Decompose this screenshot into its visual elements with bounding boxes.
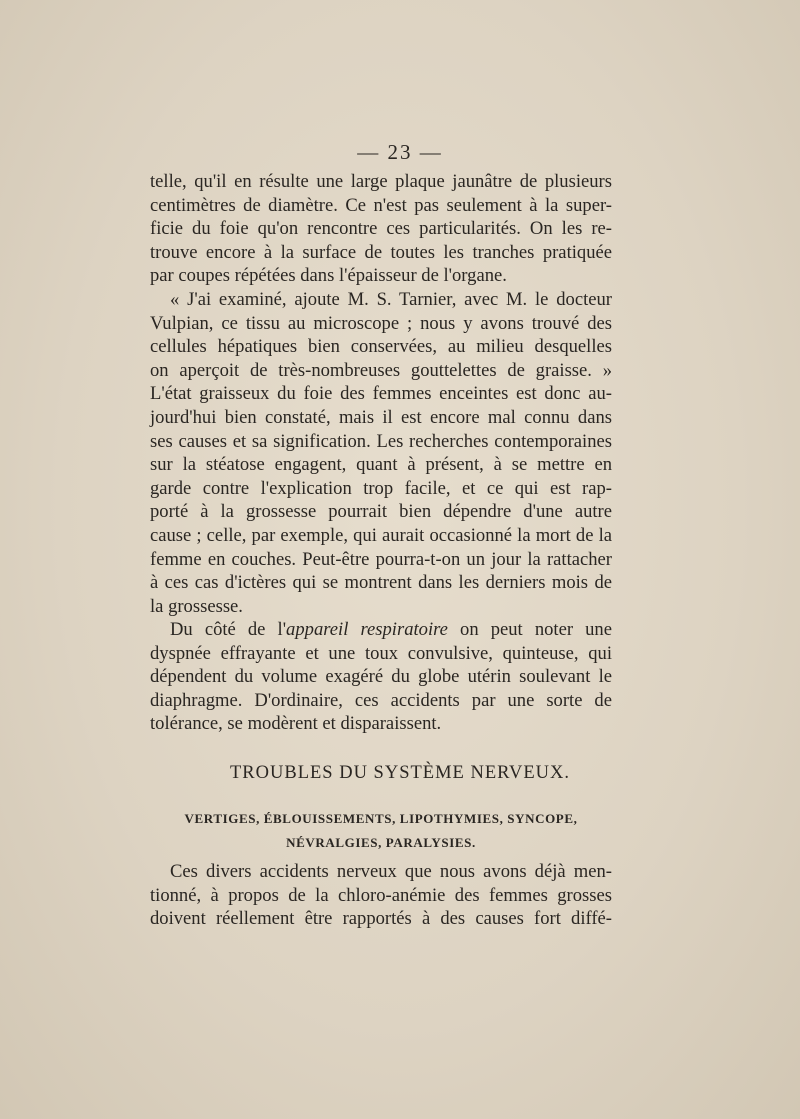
text-line: cellules hépatiques bien conservées, au milieu desquelles	[150, 336, 612, 358]
text-line: on aperçoit de très-nombreuses gouttelettes de graisse. »	[150, 359, 612, 381]
text-line: dépendent du volume exagéré du globe utérin soulevant le	[150, 666, 612, 688]
text-line: diaphragme. D'ordinaire, ces accidents par une sorte de	[150, 689, 612, 711]
section-heading: TROUBLES DU SYSTÈME NERVEUX.	[230, 763, 570, 783]
text-line: telle, qu'il en résulte une large plaque jaunâtre de plusieurs	[150, 171, 612, 192]
text-line: porté à la grossesse pourrait bien dépendre d'une autre	[150, 501, 612, 523]
paragraph-respiratory	[150, 618, 612, 736]
text-line: Vulpian, ce tissu au microscope ; nous y avons trouvé des	[150, 312, 612, 334]
text-line	[150, 618, 612, 642]
text-line: sur la stéatose engagent, quant à présent, à se mettre en	[150, 454, 612, 476]
text-run: on peut noter une	[447, 619, 612, 640]
section-subheading: VERTIGES, ÉBLOUISSEMENTS, LIPOTHYMIES, SYNCOPE,	[184, 811, 578, 826]
text-line: doivent réellement être rapportés à des causes fort diffé-	[150, 908, 612, 930]
text-line: jourd'hui bien constaté, mais il est encore mal connu dans	[150, 406, 612, 428]
text-line: tionné, à propos de la chloro-anémie des femmes grosses	[150, 884, 612, 906]
text-line: dyspnée effrayante et une toux convulsive, quinteuse, qui	[150, 642, 612, 664]
text-line: « J'ai examiné, ajoute M. S. Tarnier, avec M. le docteur	[170, 288, 612, 310]
paragraph-liver	[150, 170, 612, 618]
text-line: femme en couches. Peut-être pourra-t-on un jour la rattacher	[150, 548, 612, 570]
page-number: — 23 —	[357, 140, 443, 164]
italic-term: appareil respiratoire	[286, 619, 448, 640]
text-line: Ces divers accidents nerveux que nous avons déjà men-	[170, 861, 612, 882]
text-line: tolérance, se modèrent et disparaissent.	[150, 713, 442, 735]
text-line: trouve encore à la surface de toutes les tranches pratiquée	[150, 241, 612, 263]
text-line: cause ; celle, par exemple, qui aurait occasionné la mort de la	[150, 524, 612, 546]
text-line: ficie du foie qu'on rencontre ces particularités. On les re-	[150, 218, 612, 240]
text-line: garde contre l'explication trop facile, et ce qui est rap-	[150, 477, 612, 499]
text-run: Du côté de l'	[170, 619, 287, 640]
text-line: la grossesse.	[150, 595, 243, 617]
text-line: par coupes répétées dans l'épaisseur de l'organe.	[150, 265, 507, 287]
text-line: ses causes et sa signification. Les recherches contemporaines	[150, 430, 612, 452]
text-line: à ces cas d'ictères qui se montrent dans les derniers mois de	[150, 572, 612, 594]
text-line: centimètres de diamètre. Ce n'est pas seulement à la super-	[150, 194, 612, 216]
section-subheading: NÉVRALGIES, PARALYSIES.	[286, 835, 476, 850]
paragraph-nervous	[150, 860, 612, 931]
text-line: L'état graisseux du foie des femmes enceintes est donc au-	[150, 383, 612, 405]
